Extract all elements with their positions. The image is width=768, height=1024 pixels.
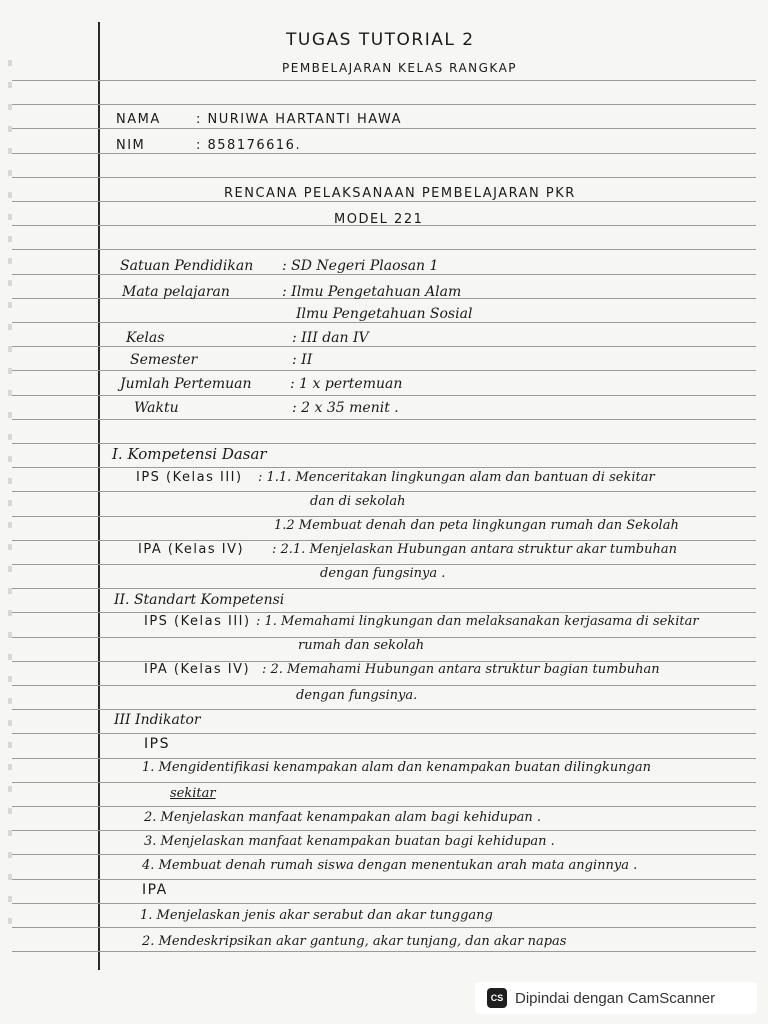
ruled-line — [12, 782, 756, 783]
kd-ips-item-1b: dan di sekolah — [310, 494, 406, 509]
satuan-value: : SD Negeri Plaosan 1 — [282, 258, 439, 274]
ruled-line — [12, 733, 756, 734]
waktu-value: : 2 x 35 menit . — [292, 400, 399, 416]
ruled-line — [12, 370, 756, 371]
nim-value: : 858176616. — [196, 138, 302, 153]
kd-ips-item-2: 1.2 Membuat denah dan peta lingkungan rumah dan Sekolah — [274, 518, 679, 533]
sk-ips-item-b: rumah dan sekolah — [298, 638, 425, 653]
camscanner-icon: CS — [487, 988, 507, 1008]
rpp-title: RENCANA PELAKSANAAN PEMBELAJARAN PKR — [224, 186, 576, 201]
ruled-line — [12, 80, 756, 81]
ruled-line — [12, 564, 756, 565]
binding-holes — [8, 60, 12, 940]
indikator-ips-3: 3. Menjelaskan manfaat kenampakan buatan bagi kehidupan . — [144, 834, 555, 849]
ruled-line — [12, 758, 756, 759]
pertemuan-label: Jumlah Pertemuan — [120, 376, 252, 392]
ruled-line — [12, 443, 756, 444]
indikator-ipa-1: 1. Menjelaskan jenis akar serabut dan akar tunggang — [140, 908, 493, 923]
ruled-line — [12, 467, 756, 468]
ruled-line — [12, 927, 756, 928]
waktu-label: Waktu — [134, 400, 179, 416]
kompetensi-dasar-heading: I. Kompetensi Dasar — [112, 445, 267, 463]
ruled-line — [12, 951, 756, 952]
ruled-line — [12, 177, 756, 178]
mapel-value-1: : Ilmu Pengetahuan Alam — [282, 284, 462, 300]
ruled-line — [12, 830, 756, 831]
ruled-line — [12, 806, 756, 807]
ruled-line — [12, 322, 756, 323]
kd-ipa-label: IPA (Kelas IV) — [138, 542, 245, 557]
satuan-label: Satuan Pendidikan — [120, 258, 254, 274]
ruled-line — [12, 854, 756, 855]
nama-label: NAMA — [116, 112, 161, 127]
ruled-line — [12, 588, 756, 589]
ruled-line — [12, 346, 756, 347]
ruled-line — [12, 395, 756, 396]
ruled-line — [12, 104, 756, 105]
indikator-ips-label: IPS — [144, 736, 170, 752]
sk-ipa-item-b: dengan fungsinya. — [296, 688, 418, 703]
ruled-line — [12, 612, 756, 613]
indikator-ips-1b: sekitar — [170, 786, 216, 801]
ruled-line — [12, 903, 756, 904]
ruled-line — [12, 249, 756, 250]
ruled-line — [12, 879, 756, 880]
indikator-ipa-2: 2. Mendeskripsikan akar gantung, akar tunjang, dan akar napas — [142, 934, 567, 949]
indikator-heading: III Indikator — [114, 712, 201, 728]
page-title: TUGAS TUTORIAL 2 — [286, 30, 475, 50]
nama-value: : NURIWA HARTANTI HAWA — [196, 112, 402, 127]
pertemuan-value: : 1 x pertemuan — [290, 376, 403, 392]
kd-ipa-item-1b: dengan fungsinya . — [320, 566, 446, 581]
indikator-ips-1a: 1. Mengidentifikasi kenampakan alam dan kenampakan buatan dilingkungan — [142, 760, 652, 775]
kelas-value: : III dan IV — [292, 330, 369, 346]
kd-ips-item-1a: : 1.1. Menceritakan lingkungan alam dan bantuan di sekitar — [258, 470, 655, 485]
indikator-ips-2: 2. Menjelaskan manfaat kenampakan alam bagi kehidupan . — [144, 810, 542, 825]
kd-ips-label: IPS (Kelas III) — [136, 470, 243, 485]
sk-ipa-label: IPA (Kelas IV) — [144, 662, 251, 677]
sk-ips-item-a: : 1. Memahami lingkungan dan melaksanakan kerjasama di sekitar — [256, 614, 699, 629]
margin-line — [98, 22, 100, 970]
nim-label: NIM — [116, 138, 146, 153]
sk-ips-label: IPS (Kelas III) — [144, 614, 251, 629]
kelas-label: Kelas — [126, 330, 165, 346]
mapel-label: Mata pelajaran — [122, 284, 230, 300]
indikator-ipa-label: IPA — [142, 882, 168, 898]
ruled-line — [12, 709, 756, 710]
semester-value: : II — [292, 352, 313, 368]
ruled-line — [12, 128, 756, 129]
mapel-value-2: Ilmu Pengetahuan Sosial — [296, 306, 473, 322]
indikator-ips-4: 4. Membuat denah rumah siswa dengan menentukan arah mata anginnya . — [142, 858, 638, 873]
ruled-line — [12, 540, 756, 541]
sk-ipa-item-a: : 2. Memahami Hubungan antara struktur bagian tumbuhan — [262, 662, 660, 677]
semester-label: Semester — [130, 352, 198, 368]
standart-kompetensi-heading: II. Standart Kompetensi — [114, 592, 285, 608]
ruled-line — [12, 516, 756, 517]
rpp-model: MODEL 221 — [334, 212, 424, 227]
kd-ipa-item-1a: : 2.1. Menjelaskan Hubungan antara struktur akar tumbuhan — [272, 542, 677, 557]
camscanner-badge — [475, 982, 757, 1014]
page-subtitle: PEMBELAJARAN KELAS RANGKAP — [282, 61, 518, 75]
ruled-line — [12, 274, 756, 275]
camscanner-text: Dipindai dengan CamScanner — [515, 989, 716, 1007]
ruled-line — [12, 419, 756, 420]
ruled-line — [12, 685, 756, 686]
ruled-line — [12, 491, 756, 492]
